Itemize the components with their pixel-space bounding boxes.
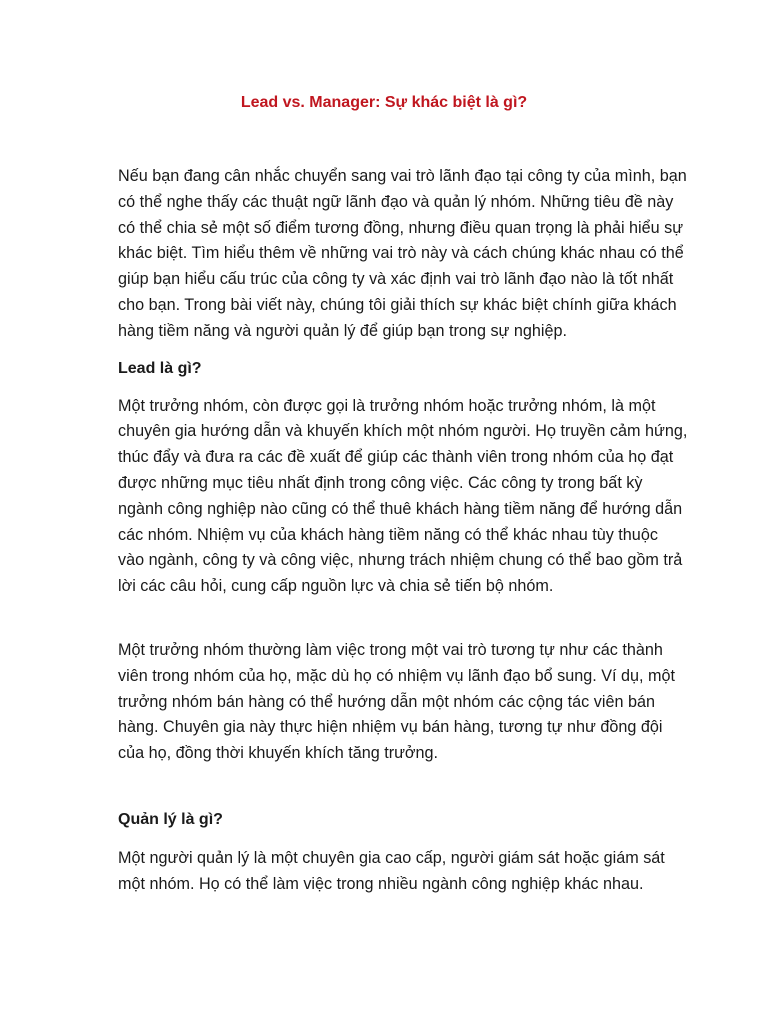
manager-paragraph-1: Một người quản lý là một chuyên gia cao cấp, người giám sát hoặc giám sát một nhóm. Họ có thể làm việc trong nhiều ngành công nghiệp khác nhau. — [118, 848, 665, 893]
lead-paragraph-1: Một trưởng nhóm, còn được gọi là trưởng nhóm hoặc trưởng nhóm, là một chuyên gia hướng dẫn và khuyến khích một nhóm người. Họ truyền cảm hứng, thúc đẩy và đưa ra các đề xuất để giúp các thành viên trong nhóm của họ đạt được những mục tiêu nhất định trong công việc. Các công ty trong bất kỳ ngành công nghiệp nào cũng có thể thuê khách hàng tiềm năng để hướng dẫn các nhóm. Nhiệm vụ của khách hàng tiềm năng có thể khác nhau tùy thuộc vào ngành, công ty và công việc, nhưng trách nhiệm chung có thể bao gồm trả lời các câu hỏi, cung cấp nguồn lực và chia sẻ tiến bộ nhóm. — [118, 396, 688, 596]
document-title: Lead vs. Manager: Sự khác biệt là gì? — [240, 94, 528, 111]
document-body — [118, 164, 688, 898]
section-heading-manager: Quản lý là gì? — [118, 810, 223, 828]
intro-paragraph: Nếu bạn đang cân nhắc chuyển sang vai trò lãnh đạo tại công ty của mình, bạn có thể nghe thấy các thuật ngữ lãnh đạo và quản lý nhóm. Những tiêu đề này có thể chia sẻ một số điểm tương đồng, nhưng điều quan trọng là phải hiểu sự khác biệt. Tìm hiểu thêm về những vai trò này và cách chúng khác nhau có thể giúp bạn hiểu cấu trúc của công ty và xác định vai trò lãnh đạo nào là tốt nhất cho bạn. Trong bài viết này, chúng tôi giải thích sự khác biệt chính giữa khách hàng tiềm năng và người quản lý để giúp bạn trong sự nghiệp. — [118, 167, 687, 340]
lead-paragraph-2: Một trưởng nhóm thường làm việc trong một vai trò tương tự như các thành viên trong nhóm của họ, mặc dù họ có nhiệm vụ lãnh đạo bổ sung. Ví dụ, một trưởng nhóm bán hàng có thể hướng dẫn một nhóm các cộng tác viên bán hàng. Chuyên gia này thực hiện nhiệm vụ bán hàng, tương tự như đồng đội của họ, đồng thời khuyến khích tăng trưởng. — [118, 640, 676, 763]
section-heading-lead: Lead là gì? — [118, 359, 202, 377]
